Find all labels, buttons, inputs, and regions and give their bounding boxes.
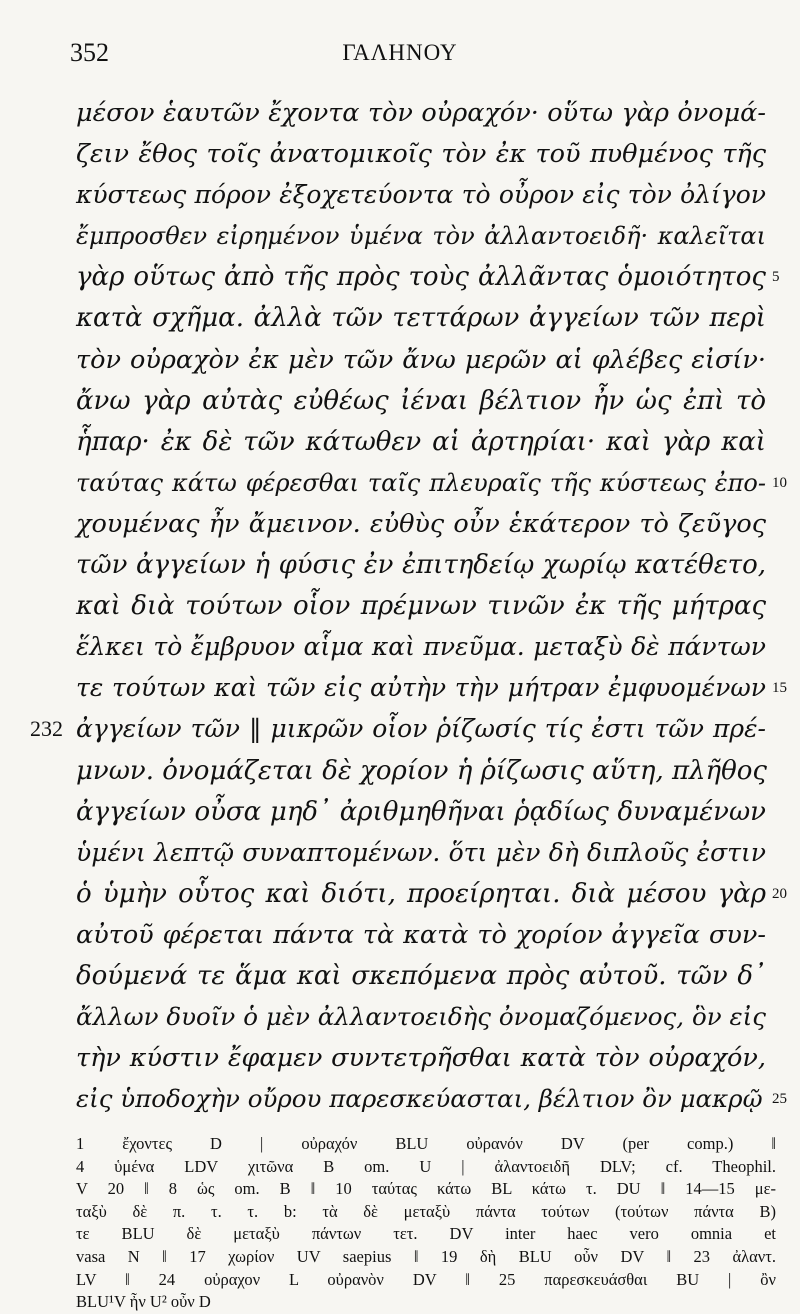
apparatus-line: V 20 ‖ 8 ὡς om. B ‖ 10 ταύτας κάτω BL κάτω τ. DU ‖ 14—15 με- bbox=[76, 1179, 776, 1199]
text-line bbox=[0, 756, 800, 797]
text-line bbox=[0, 345, 800, 386]
text-line bbox=[0, 550, 800, 591]
text-line-content: δούμενά τε ἅμα καὶ σκεπόμενα πρὸς αὐτοῦ. τῶν δ᾽ bbox=[76, 960, 766, 991]
text-line-content: τῶν ἀγγείων ἡ φύσις ἐν ἐπιτηδείῳ χωρίῳ κατέθετο, bbox=[76, 550, 766, 581]
line-number: 25 bbox=[772, 1091, 787, 1108]
text-line-content: ἕλκει τὸ ἔμβρυον αἷμα καὶ πνεῦμα. μεταξὺ δὲ πάντων bbox=[76, 632, 766, 662]
text-line-content: τὴν κύστιν ἔφαμεν συντετρῆσθαι κατὰ τὸν οὐραχόν, bbox=[76, 1043, 766, 1074]
text-line bbox=[0, 303, 800, 344]
text-line bbox=[0, 98, 800, 139]
line-number: 5 bbox=[772, 269, 780, 286]
text-line-content: ὑμένι λεπτῷ συναπτομένων. ὅτι μὲν δὴ διπλοῦς ἐστιν bbox=[76, 837, 766, 867]
text-line-content: ζειν ἔθος τοῖς ἀνατομικοῖς τὸν ἐκ τοῦ πυθμένος τῆς bbox=[76, 139, 766, 170]
apparatus-line: τε BLU δὲ μεταξὺ πάντων τετ. DV inter haec vero omnia et bbox=[76, 1224, 776, 1244]
text-line bbox=[0, 262, 800, 303]
text-line-content: κύστεως πόρον ἐξοχετεύοντα τὸ οὖρον εἰς τὸν ὀλίγον bbox=[76, 180, 766, 210]
text-line-content: αὐτοῦ φέρεται πάντα τὰ κατὰ τὸ χορίον ἀγγεῖα συν- bbox=[76, 919, 766, 950]
text-line-content: τὸν οὐραχὸν ἐκ μὲν τῶν ἄνω μερῶν αἱ φλέβες εἰσίν· bbox=[76, 344, 766, 375]
text-line bbox=[0, 961, 800, 1002]
text-line bbox=[0, 1002, 800, 1043]
text-line bbox=[0, 1043, 800, 1084]
margin-reference: 232 bbox=[30, 716, 63, 742]
text-line-content: ἔμπροσθεν εἰρημένον ὑμένα τὸν ἀλλαντοειδῆ· καλεῖται bbox=[76, 222, 766, 251]
running-title: ΓΑΛΗΝΟΥ bbox=[342, 40, 458, 65]
text-line-content: ἄλλων δυοῖν ὁ μὲν ἀλλαντοειδὴς ὀνομαζόμενος, ὃν εἰς bbox=[76, 1002, 766, 1032]
text-line-content: ἀγγείων τῶν ‖ μικρῶν οἷον ῥίζωσίς τίς ἐστι τῶν πρέ- bbox=[76, 714, 766, 744]
critical-apparatus bbox=[76, 1133, 776, 1314]
text-line bbox=[0, 509, 800, 550]
text-line bbox=[0, 714, 800, 755]
text-line bbox=[0, 838, 800, 879]
text-line bbox=[0, 591, 800, 632]
apparatus-line: BLU¹V ἦν U² οὖν D bbox=[76, 1292, 211, 1312]
text-line bbox=[0, 797, 800, 838]
text-line-content: ταύτας κάτω φέρεσθαι ταῖς πλευραῖς τῆς κύστεως ἐπο- bbox=[76, 468, 766, 497]
text-line bbox=[0, 468, 800, 509]
text-line bbox=[0, 673, 800, 714]
text-line bbox=[0, 139, 800, 180]
text-line bbox=[0, 920, 800, 961]
page-number: 352 bbox=[70, 38, 109, 67]
text-line-content: μνων. ὀνομάζεται δὲ χορίον ἡ ῥίζωσις αὕτη, πλῆθος bbox=[76, 755, 767, 786]
page-header bbox=[0, 38, 800, 78]
line-number: 15 bbox=[772, 680, 787, 697]
text-line-content: ὁ ὑμὴν οὗτος καὶ διότι, προείρηται. διὰ μέσου γὰρ bbox=[76, 878, 766, 909]
text-line-content: καὶ διὰ τούτων οἷον πρέμνων τινῶν ἐκ τῆς μήτρας bbox=[76, 591, 766, 622]
line-number: 10 bbox=[772, 474, 787, 491]
text-line-content: ἄνω γὰρ αὐτὰς εὐθέως ἰέναι βέλτιον ἦν ὡς ἐπὶ τὸ bbox=[76, 385, 766, 416]
line-number: 20 bbox=[772, 885, 787, 902]
text-line bbox=[0, 632, 800, 673]
text-line bbox=[0, 386, 800, 427]
text-line-content: μέσον ἑαυτῶν ἔχοντα τὸν οὐραχόν· οὕτω γὰρ ὀνομά- bbox=[76, 98, 766, 128]
main-text bbox=[0, 98, 800, 1125]
apparatus-line: 1 ἔχοντες D | οὐραχόν BLU οὐρανόν DV (per comp.) ‖ bbox=[76, 1134, 776, 1153]
text-line-content: χουμένας ἦν ἄμεινον. εὐθὺς οὖν ἑκάτερον τὸ ζεῦγος bbox=[76, 508, 766, 539]
text-line-content: ἀγγείων οὖσα μηδ᾽ ἀριθμηθῆναι ῥᾳδίως δυναμένων bbox=[76, 796, 766, 827]
text-line bbox=[0, 221, 800, 262]
text-line-content: τε τούτων καὶ τῶν εἰς αὐτὴν τὴν μήτραν ἐμφυομένων bbox=[76, 673, 766, 703]
text-line bbox=[0, 1084, 800, 1125]
text-line-content: γὰρ οὕτως ἀπὸ τῆς πρὸς τοὺς ἀλλᾶντας ὁμοιότητος bbox=[76, 262, 766, 293]
apparatus-line: ταξὺ δὲ π. τ. τ. b: τὰ δὲ μεταξὺ πάντα τούτων (τούτων πάντα B) bbox=[76, 1201, 776, 1221]
text-line-content: εἰς ὑποδοχὴν οὔρου παρεσκεύασται, βέλτιον ὂν μακρῷ bbox=[76, 1084, 763, 1114]
apparatus-line: LV ‖ 24 οὐραχον L οὐρανὸν DV ‖ 25 παρεσκευάσθαι BU | ὂν bbox=[76, 1269, 776, 1289]
text-line bbox=[0, 879, 800, 920]
text-line bbox=[0, 180, 800, 221]
apparatus-line: vasa N ‖ 17 χωρίον UV saepius ‖ 19 δὴ BLU οὖν DV ‖ 23 ἀλαντ. bbox=[76, 1246, 776, 1266]
text-line-content: ἧπαρ· ἐκ δὲ τῶν κάτωθεν αἱ ἀρτηρίαι· καὶ γὰρ καὶ bbox=[76, 426, 766, 457]
text-line bbox=[0, 427, 800, 468]
apparatus-line: 4 ὑμένα LDV χιτῶνα B om. U | ἀλαντοειδῆ DLV; cf. Theophil. bbox=[76, 1156, 776, 1176]
text-line-content: κατὰ σχῆμα. ἀλλὰ τῶν τεττάρων ἀγγείων τῶν περὶ bbox=[76, 303, 766, 334]
